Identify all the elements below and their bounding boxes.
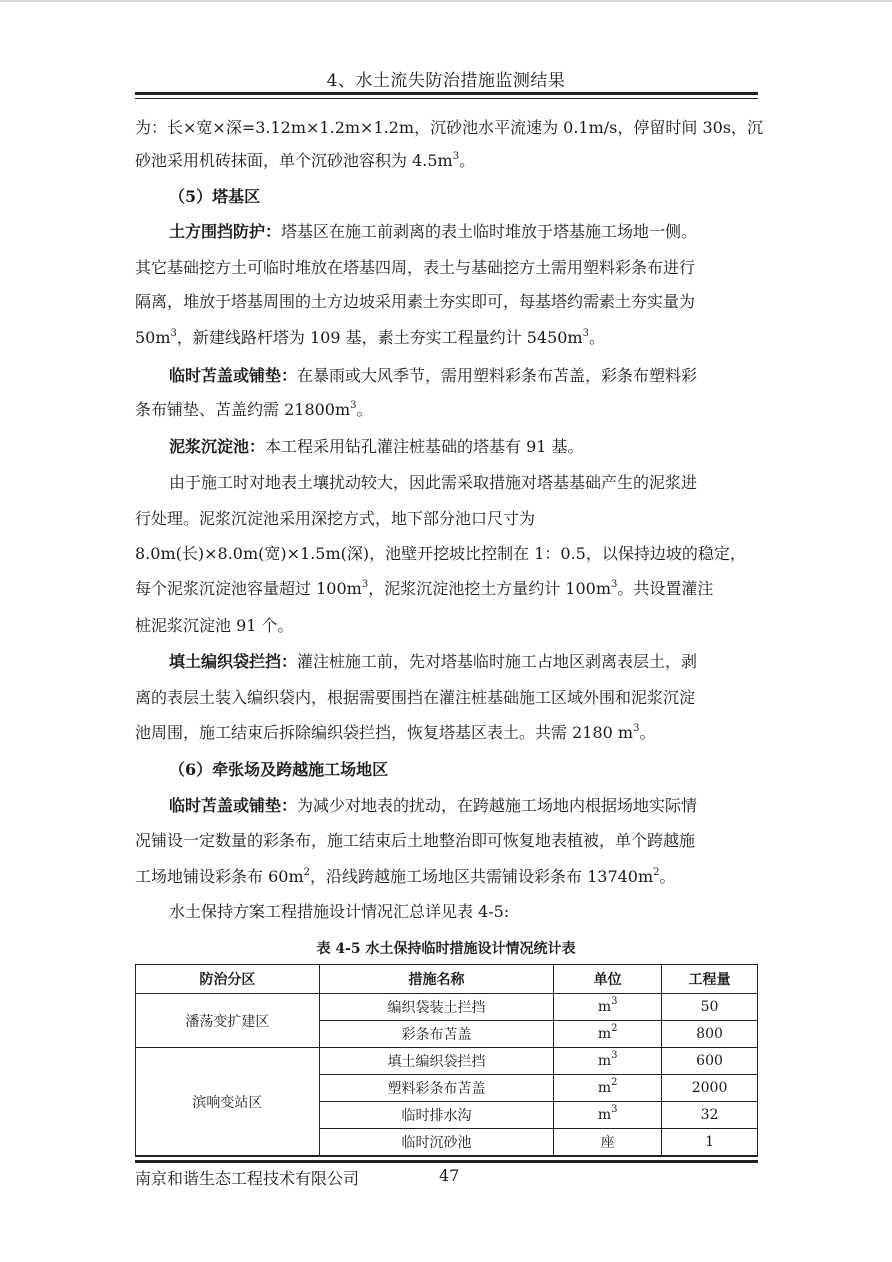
paragraph-line: 离的表层土装入编织袋内，根据需要围挡在灌注桩基础施工区域外围和泥浆沉淀 bbox=[135, 688, 696, 707]
measure-name-cell: 临时排水沟 bbox=[319, 1102, 554, 1129]
unit-cell: $m^2$ bbox=[554, 1075, 662, 1102]
paragraph-line: 砂池采用机砖抹面，单个沉砂池容积为 $4.5m^3$。 bbox=[135, 150, 476, 170]
measure-name-cell: 临时沉砂池 bbox=[319, 1129, 554, 1156]
zone-cell: 潘荡变扩建区 bbox=[136, 994, 320, 1048]
unit-cell: 座 bbox=[554, 1129, 662, 1156]
paragraph-line: $50m^3$，新建线路杆塔为 109 基，素土夯实工程量约计 $5450m^3$。 bbox=[135, 327, 605, 347]
paragraph-line: 为：长×宽×深=3.12m×1.2m×1.2m，沉砂池水平流速为 0.1m/s，停留时间 30s，沉 bbox=[135, 118, 764, 137]
header-rule-thin bbox=[135, 98, 758, 99]
paragraph-line: 泥浆沉淀池：本工程采用钻孔灌注桩基础的塔基有 91 基。 bbox=[169, 437, 584, 456]
paragraph-line: 行处理。泥浆沉淀池采用深挖方式，地下部分池口尺寸为 bbox=[135, 509, 536, 528]
unit-cell: $m^3$ bbox=[554, 1102, 662, 1129]
table-row bbox=[136, 994, 758, 1021]
paragraph-line: 土方围挡防护：塔基区在施工前剥离的表土临时堆放于塔基施工场地一侧。 bbox=[169, 222, 698, 241]
quantity-cell: 32 bbox=[662, 1102, 758, 1129]
unit-cell: $m^3$ bbox=[554, 1048, 662, 1075]
footer-company: 南京和谐生态工程技术有限公司 bbox=[135, 1169, 360, 1188]
footer-rule-thin bbox=[135, 1156, 758, 1157]
quantity-cell: 1 bbox=[662, 1129, 758, 1156]
paragraph-line: 每个泥浆沉淀池容量超过 $100m^3$，泥浆沉淀池挖土方量约计 $100m^3$。共设置灌注 bbox=[135, 578, 714, 598]
section-heading: （6）牵张场及跨越施工场地区 bbox=[169, 760, 389, 779]
run-in-title: 填土编织袋拦挡： bbox=[169, 652, 298, 671]
paragraph-line: 池周围，施工结束后拆除编织袋拦挡，恢复塔基区表土。共需 2180 $m^3$。 bbox=[135, 722, 656, 742]
column-header: 措施名称 bbox=[319, 965, 554, 994]
paragraph-line: 隔离，堆放于塔基周围的土方边坡采用素土夯实即可，每基塔约需素土夯实量为 bbox=[135, 292, 696, 311]
measures-table bbox=[135, 964, 758, 1156]
run-in-title: 临时苫盖或铺垫： bbox=[169, 366, 298, 385]
footer-rule-thick bbox=[135, 1160, 758, 1163]
run-in-title: 土方围挡防护： bbox=[169, 222, 282, 241]
header-rule-thick bbox=[135, 92, 758, 95]
paragraph-line: 其它基础挖方土可临时堆放在塔基四周，表土与基础挖方土需用塑料彩条布进行 bbox=[135, 258, 696, 277]
zone-cell: 滨响变站区 bbox=[136, 1048, 320, 1156]
paragraph-line: 临时苫盖或铺垫：在暴雨或大风季节，需用塑料彩条布苫盖，彩条布塑料彩 bbox=[169, 366, 698, 385]
run-in-title: 泥浆沉淀池： bbox=[169, 437, 266, 456]
running-header: 4、水土流失防治措施监测结果 bbox=[326, 71, 566, 91]
paragraph-line: 况铺设一定数量的彩条布，施工结束后土地整治即可恢复地表植被，单个跨越施 bbox=[135, 831, 696, 850]
measure-name-cell: 填土编织袋拦挡 bbox=[319, 1048, 554, 1075]
quantity-cell: 800 bbox=[662, 1021, 758, 1048]
column-header: 单位 bbox=[554, 965, 662, 994]
paragraph-line: 临时苫盖或铺垫：为减少对地表的扰动，在跨越施工场地内根据场地实际情 bbox=[169, 796, 698, 815]
measure-name-cell: 彩条布苫盖 bbox=[319, 1021, 554, 1048]
table-row bbox=[136, 1048, 758, 1075]
section-heading: （5）塔基区 bbox=[169, 187, 261, 206]
unit-cell: $m^2$ bbox=[554, 1021, 662, 1048]
measure-name-cell: 塑料彩条布苫盖 bbox=[319, 1075, 554, 1102]
paragraph-line: 由于施工时对地表土壤扰动较大，因此需采取措施对塔基基础产生的泥浆进 bbox=[169, 473, 698, 492]
paragraph-line: 填土编织袋拦挡：灌注桩施工前，先对塔基临时施工占地区剥离表层土，剥 bbox=[169, 652, 698, 671]
column-header: 防治分区 bbox=[136, 965, 320, 994]
page-number: 47 bbox=[439, 1166, 460, 1185]
paragraph-line: 8.0m(长)×8.0m(宽)×1.5m(深)，池壁开挖坡比控制在 1：0.5，以保持边坡的稳定， bbox=[135, 544, 746, 563]
quantity-cell: 2000 bbox=[662, 1075, 758, 1102]
quantity-cell: 50 bbox=[662, 994, 758, 1021]
column-header: 工程量 bbox=[662, 965, 758, 994]
quantity-cell: 600 bbox=[662, 1048, 758, 1075]
unit-cell: $m^3$ bbox=[554, 994, 662, 1021]
table-caption: 表 4-5 水土保持临时措施设计情况统计表 bbox=[316, 941, 576, 957]
page-top-edge bbox=[0, 0, 892, 2]
table-header-row bbox=[136, 965, 758, 994]
paragraph-line: 工场地铺设彩条布 $60m^2$，沿线跨越施工场地区共需铺设彩条布 $13740m^2$。 bbox=[135, 866, 676, 886]
paragraph-line: 条布铺垫、苫盖约需 $21800m^3$。 bbox=[135, 399, 373, 419]
measure-name-cell: 编织袋装土拦挡 bbox=[319, 994, 554, 1021]
paragraph-line: 桩泥浆沉淀池 91 个。 bbox=[135, 616, 294, 635]
run-in-title: 临时苫盖或铺垫： bbox=[169, 796, 298, 815]
paragraph-line: 水土保持方案工程措施设计情况汇总详见表 4-5: bbox=[169, 902, 510, 921]
